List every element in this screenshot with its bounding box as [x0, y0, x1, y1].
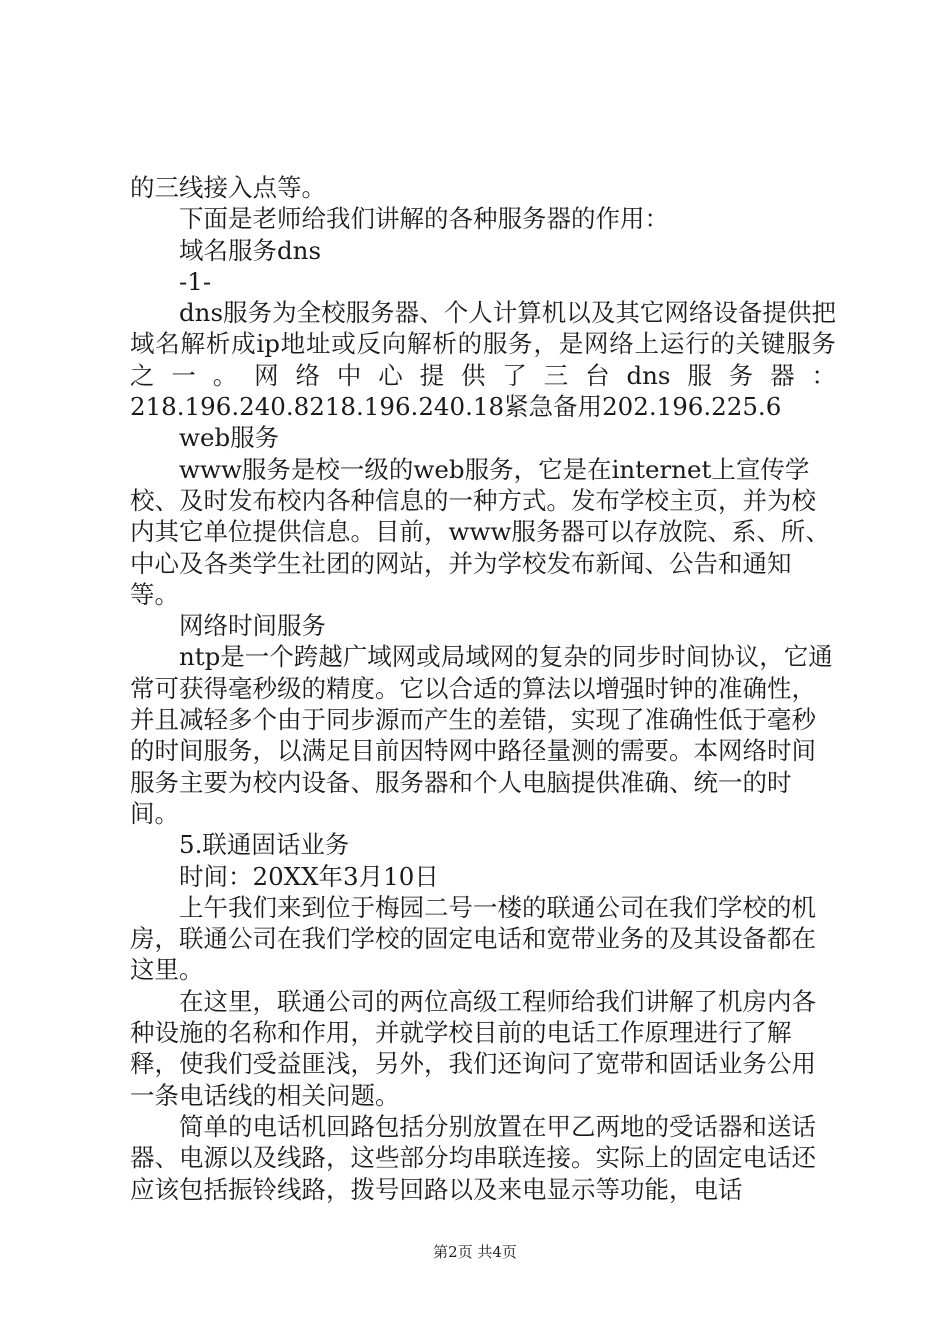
section-heading-unicom: 5.联通固话业务	[179, 830, 350, 860]
paragraph: dns服务为全校服务器、个人计算机以及其它网络设备提供把域名解析成ip地址或反向解析的服务，是网络上运行的关键服务之一。网络中心提供了三台dns服务器：	[130, 298, 836, 390]
paragraph: 简单的电话机回路包括分别放置在甲乙两地的受话器和送话器、电源以及线路，这些部分均串联连接。实际上的固定电话还应该包括振铃线路，拨号回路以及来电显示等功能，电话	[130, 1111, 816, 1204]
paragraph: 的三线接入点等。	[130, 173, 326, 202]
paragraph: www服务是校一级的web服务，它是在internet上宣传学校、及时发布校内各种信息的一种方式。发布学校主页，并为校内其它单位提供信息。目前，www服务器可以存放院、系、所、中心及各类学生社团的网站，并为学校发布新闻、公告和通知等。	[130, 454, 830, 609]
paragraph: 在这里，联通公司的两位高级工程师给我们讲解了机房内各种设施的名称和作用，并就学校目前的电话工作原理进行了解释，使我们受益匪浅，另外，我们还询问了宽带和固话业务公用一条电话线的相关问题。	[130, 986, 816, 1110]
paragraph: 上午我们来到位于梅园二号一楼的联通公司在我们学校的机房，联通公司在我们学校的固定电话和宽带业务的及其设备都在这里。	[130, 892, 816, 985]
document-body	[130, 172, 836, 1205]
page-footer: 第2页 共4页	[433, 1243, 517, 1261]
paragraph: 218.196.240.8218.196.240.18紧急备用202.196.225.6	[130, 392, 782, 422]
paragraph: ntp是一个跨越广域网或局域网的复杂的同步时间协议，它通常可获得毫秒级的精度。它以合适的算法以增强时钟的准确性，并且减轻多个由于同步源而产生的差错，实现了准确性低于毫秒的时间服务，以满足目前因特网中路径量测的需要。本网络时间服务主要为校内设备、服务器和个人电脑提供准确、统一的时间。	[130, 642, 833, 828]
page-marker: -1-	[179, 266, 212, 296]
section-heading-web: web服务	[179, 423, 280, 453]
section-heading-dns: 域名服务dns	[179, 235, 322, 265]
section-heading-ntp: 网络时间服务	[179, 611, 326, 641]
date-line: 时间：20XX年3月10日	[179, 861, 439, 891]
paragraph: 下面是老师给我们讲解的各种服务器的作用：	[179, 204, 669, 234]
